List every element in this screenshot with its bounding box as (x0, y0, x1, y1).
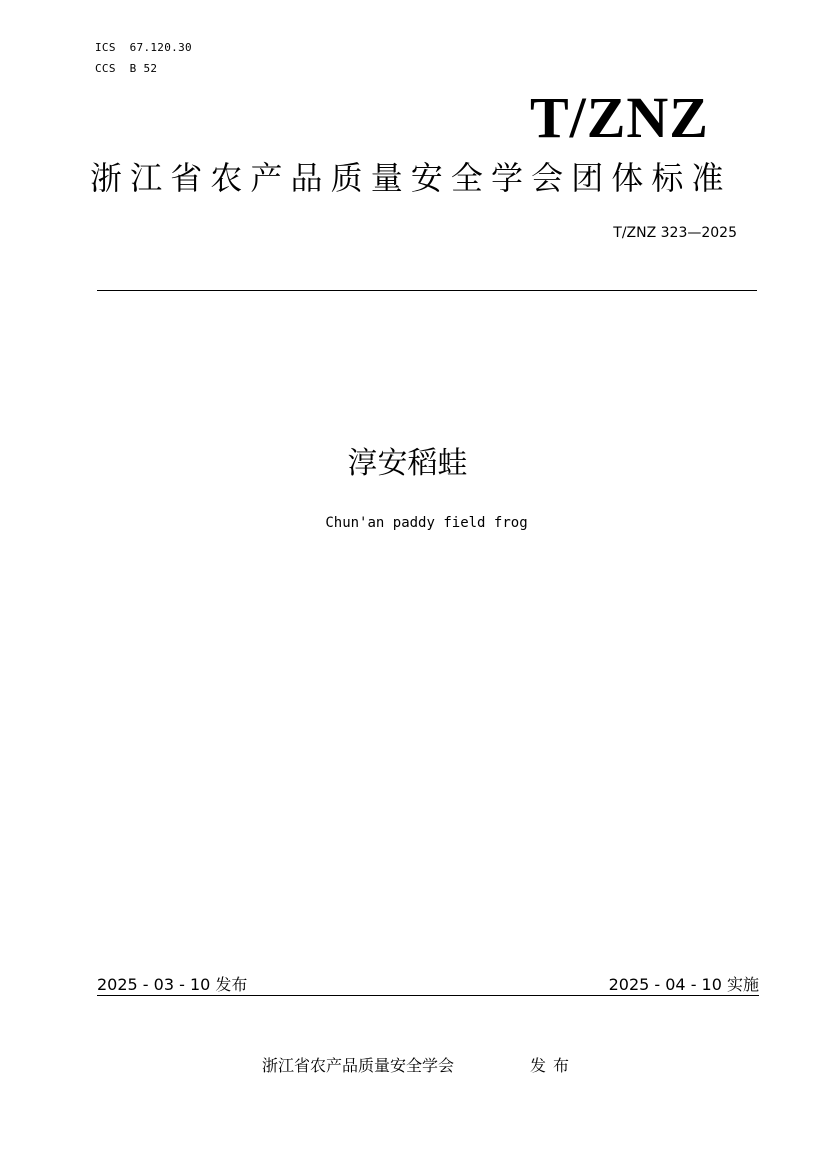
implementation-date: 2025 - 04 - 10 实施 (608, 975, 759, 994)
standard-logo: T/ZNZ (529, 85, 709, 150)
ics-code: ICS 67.120.30 (95, 41, 192, 54)
publisher-verb: 发布 (530, 1056, 577, 1075)
publisher-name: 浙江省农产品质量安全学会 (262, 1056, 455, 1075)
document-title-english: Chun'an paddy field frog (325, 515, 528, 531)
document-title-chinese: 淳安稻蛙 (347, 446, 468, 481)
issue-date: 2025 - 03 - 10 发布 (97, 975, 248, 994)
top-divider (97, 290, 757, 291)
organization-standard-heading: 浙江省农产品质量安全学会团体标准 (90, 159, 732, 197)
bottom-divider (97, 995, 759, 996)
ccs-code: CCS B 52 (95, 62, 158, 75)
standard-number: T/ZNZ 323—2025 (613, 225, 737, 241)
